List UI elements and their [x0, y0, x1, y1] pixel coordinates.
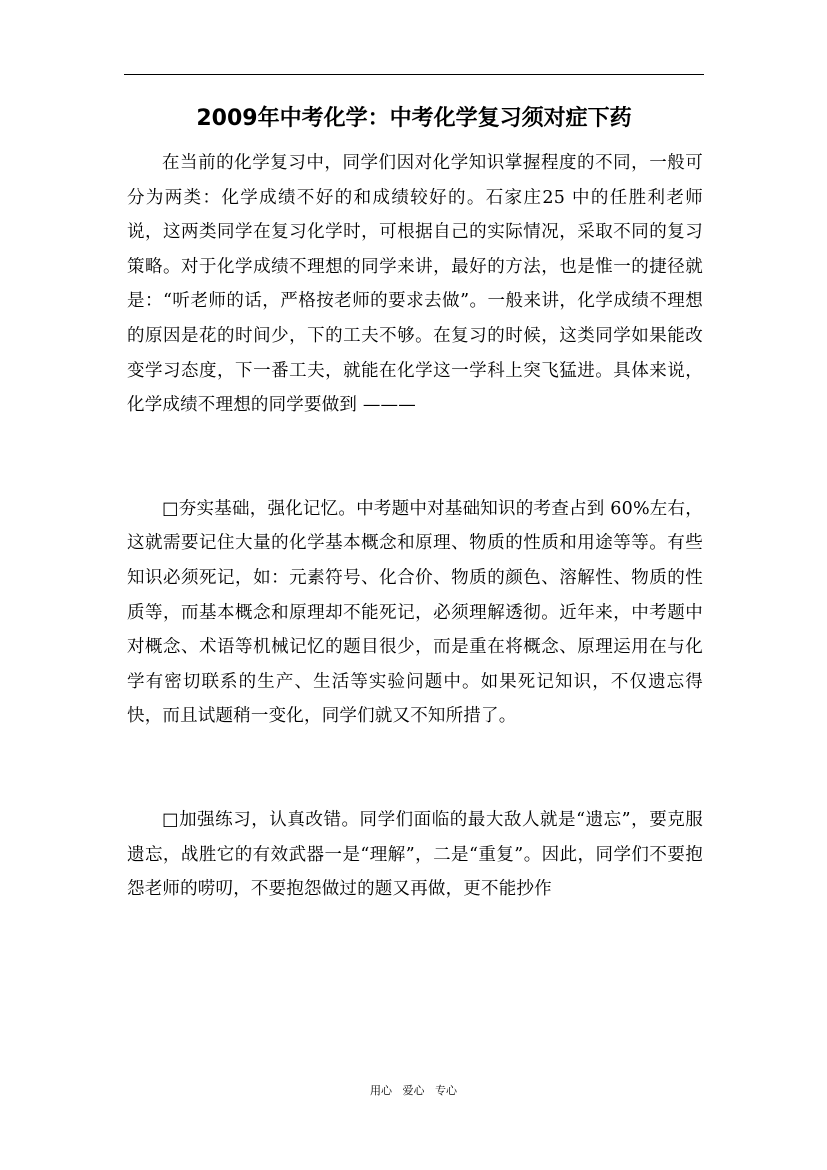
header-rule — [124, 74, 704, 75]
document-body — [127, 146, 703, 907]
paragraph-intro: 在当前的化学复习中，同学们因对化学知识掌握程度的不同，一般可分为两类：化学成绩不好的和成绩较好的。石家庄25 中的任胜利老师说，这两类同学在复习化学时，可根据自己的实际情况，采取不同的复习策略。对于化学成绩不理想的同学来讲，最好的方法，也是惟一的捷径就是：“听老师的话，严格按老师的要求去做”。一般来讲，化学成绩不理想的原因是花的时间少，下的工夫不够。在复习的时候，这类同学如果能改变学习态度，下一番工夫，就能在化学这一学科上突飞猛进。具体来说，化学成绩不理想的同学要做到 ——— — [127, 153, 703, 416]
paragraph-gap — [127, 734, 703, 803]
page-title: 2009年中考化学：中考化学复习须对症下药 — [196, 106, 632, 131]
paragraph-foundation: □夯实基础，强化记忆。中考题中对基础知识的考查占到 60%左右，这就需要记住大量的化学基本概念和原理、物质的性质和用途等等。有些知识必须死记，如：元素符号、化合价、物质的颜色、溶解性、物质的性质等，而基本概念和原理却不能死记，必须理解透彻。近年来，中考题中对概念、术语等机械记忆的题目很少，而是重在将概念、原理运用在与化学有密切联系的生产、生活等实验问题中。如果死记知识，不仅遗忘得快，而且试题稍一变化，同学们就又不知所措了。 — [127, 498, 703, 727]
paragraph-practice: □加强练习，认真改错。同学们面临的最大敌人就是“遗忘”，要克服遗忘，战胜它的有效武器一是“理解”，二是“重复”。因此，同学们不要抱怨老师的唠叨，不要抱怨做过的题又再做，更不能抄作 — [127, 809, 703, 900]
paragraph-gap — [127, 423, 703, 492]
page-footer: 用心 爱心 专心 — [370, 1084, 457, 1097]
